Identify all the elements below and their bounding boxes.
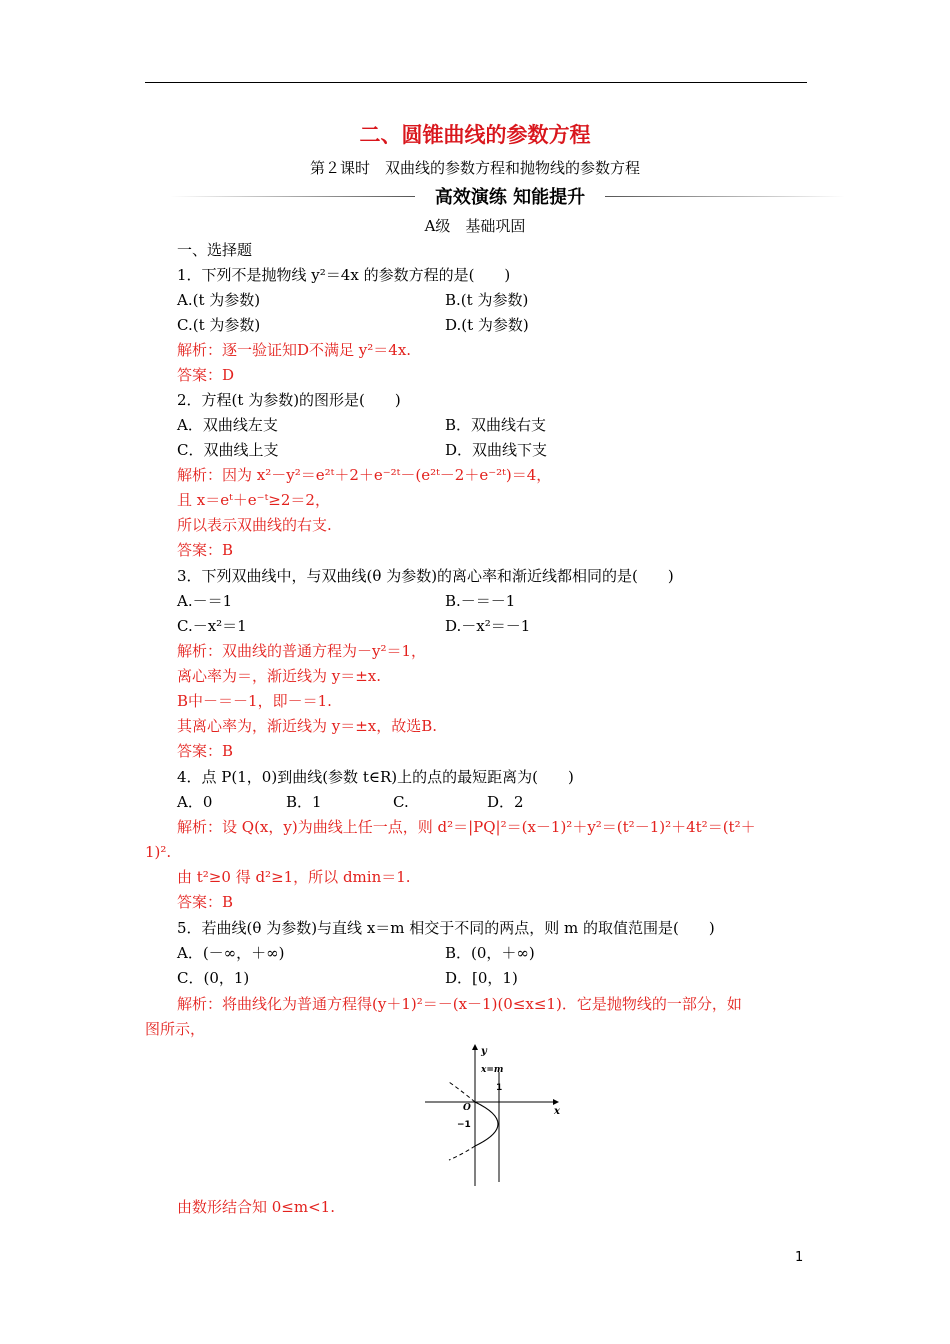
q4-option-d: D．2 [487,793,524,811]
q4-option-c: C. [393,793,409,811]
q5-stem: 5．若曲线(θ 为参数)与直线 x＝m 相交于不同的两点，则 m 的取值范围是( ) [177,919,715,937]
q2-stem: 2．方程(t 为参数)的图形是( ) [177,391,401,409]
origin-label: O [463,1103,471,1113]
x-axis-label: x [554,1106,560,1117]
q1-option-b: B.(t 为参数) [445,291,529,309]
tick-neg-one: −1 [457,1120,471,1130]
band-right-line [605,196,845,197]
q3-option-c: C.－x²＝1 [177,617,247,635]
q2-analysis-1: 解析：因为 x²－y²＝e²ᵗ＋2＋e⁻²ᵗ－(e²ᵗ－2＋e⁻²ᵗ)＝4， [177,466,552,484]
level-heading: A级 基础巩固 [424,217,526,235]
line-label: x=m [481,1065,504,1075]
band-left-line [170,196,415,197]
q3-option-a: A.－＝1 [177,592,233,610]
q1-answer: 答案：D [177,366,235,384]
q2-analysis-3: 所以表示双曲线的右支. [177,516,332,534]
q3-option-d: D.－x²＝－1 [445,617,531,635]
page-number: 1 [795,1250,804,1265]
tick-one: 1 [496,1083,503,1093]
band-title: 高效演练 知能提升 [434,187,586,208]
q4-analysis-1-cont: 1)². [145,843,172,861]
q4-answer: 答案：B [177,893,234,911]
section-band [0,183,950,209]
q1-stem: 1．下列不是抛物线 y²＝4x 的参数方程的是( ) [177,266,511,284]
q2-option-c: C．双曲线上支 [177,441,279,459]
q2-option-a: A．双曲线左支 [177,416,278,434]
q4-option-a: A．0 [177,793,213,811]
q3-analysis-2: 离心率为＝，渐近线为 y＝±x. [177,667,382,685]
x-axis-arrow [553,1099,559,1105]
q5-conclusion: 由数形结合知 0≤m<1. [177,1198,335,1216]
q3-option-b: B.－＝－1 [445,592,516,610]
q2-analysis-2: 且 x＝eᵗ＋e⁻ᵗ≥2＝2， [177,491,330,509]
q5-option-c: C．(0，1) [177,969,250,987]
q1-option-a: A.(t 为参数) [177,291,261,309]
q3-analysis-1: 解析：双曲线的普通方程为－y²＝1， [177,642,427,660]
q4-stem: 4．点 P(1，0)到曲线(参数 t∈R)上的点的最短距离为( ) [177,768,574,786]
y-axis-arrow [472,1044,478,1050]
q3-stem: 3．下列双曲线中，与双曲线(θ 为参数)的离心率和渐近线都相同的是( ) [177,567,674,585]
parabola-dashed-lower [449,1146,475,1160]
header-rule [145,82,807,83]
parabola-dashed-upper [449,1082,475,1102]
q3-analysis-4: 其离心率为，渐近线为 y＝±x，故选B. [177,717,438,735]
q5-analysis-1-cont: 图所示， [145,1020,206,1038]
q5-option-a: A．(－∞，＋∞) [177,944,285,962]
parabola-graph [423,1042,563,1188]
q1-option-d: D.(t 为参数) [445,316,529,334]
q4-analysis-1: 解析：设 Q(x，y)为曲线上任一点，则 d²＝|PQ|²＝(x－1)²＋y²＝(t²－1)²＋4t²＝(t²＋ [177,818,756,836]
lesson-subtitle: 第２课时 双曲线的参数方程和抛物线的参数方程 [309,159,640,177]
page-title: 二、圆锥曲线的参数方程 [359,123,591,147]
q4-option-b: B．1 [286,793,322,811]
q5-analysis-1: 解析：将曲线化为普通方程得(y＋1)²＝－(x－1)(0≤x≤1)．它是抛物线的一部分，如 [177,995,742,1013]
q4-analysis-2: 由 t²≥0 得 d²≥1，所以 dmin＝1. [177,868,411,886]
q1-option-c: C.(t 为参数) [177,316,261,334]
q3-analysis-3: B中－＝－1，即－＝1. [177,692,332,710]
q5-option-d: D．[0，1) [445,969,518,987]
q1-analysis: 解析：逐一验证知D不满足 y²＝4x. [177,341,412,359]
q2-answer: 答案：B [177,541,234,559]
q3-answer: 答案：B [177,742,234,760]
q5-option-b: B．(0，＋∞) [445,944,535,962]
y-axis-label: y [481,1046,487,1057]
parabola-solid [475,1102,498,1146]
section-heading: 一、选择题 [177,241,253,259]
q2-option-b: B．双曲线右支 [445,416,547,434]
q2-option-d: D．双曲线下支 [445,441,548,459]
